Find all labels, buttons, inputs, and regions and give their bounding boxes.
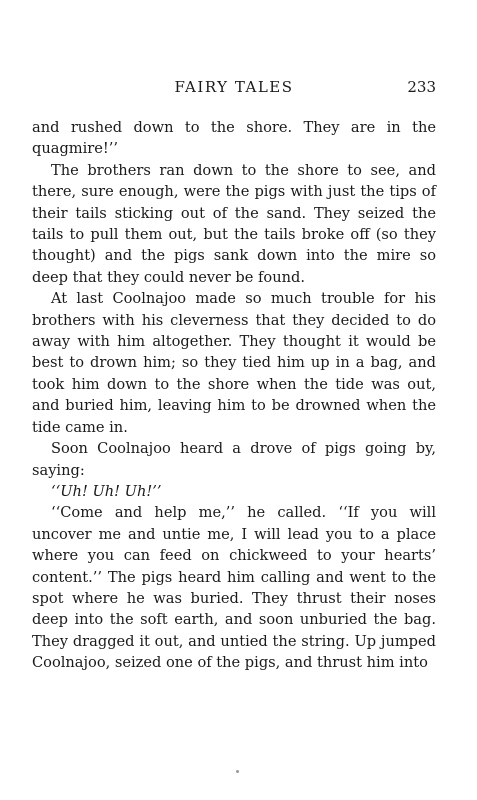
- paragraph: ‘‘Come and help me,’’ he called. ‘‘If you will uncover me and untie me, I will lead you to a place where you can feed on chickweed to your hearts’ content.’’ The pigs heard him calling and went to the spot where he was buried. They thrust their noses deep into the soft earth, and soon unburied the bag. They dragged it out, and untied the string. Up jumped Coolnajoo, seized one of the pigs, and thrust him into: [32, 504, 436, 672]
- body-text: [32, 117, 436, 674]
- running-header: [32, 78, 436, 98]
- paragraph: At last Coolnajoo made so much trouble for his brothers with his cleverness that they decided to do away with him altogether. They thought it would be best to drown him; so they tied him up in a bag, and took him down to the shore when the tide was out, and buried him, leaving him to be drowned when the tide came in.: [32, 290, 436, 436]
- paragraph: Soon Coolnajoo heard a drove of pigs going by, saying:: [32, 440, 436, 479]
- page-speck: [236, 770, 239, 773]
- pig-grunt-line: ‘‘Uh! Uh! Uh!’’: [50, 482, 162, 500]
- page-number: 233: [407, 78, 436, 96]
- running-title: FAIRY TALES: [174, 78, 294, 96]
- paragraph: The brothers ran down to the shore to see, and there, sure enough, were the pigs with just the tips of their tails sticking out of the sand. They seized the tails to pull them out, but the tails broke off (so they thought) and the pigs sank down into the mire so deep that they could never be found.: [32, 161, 436, 286]
- paragraph-continuation: and rushed down to the shore. They are in the quagmire!’’: [32, 119, 436, 158]
